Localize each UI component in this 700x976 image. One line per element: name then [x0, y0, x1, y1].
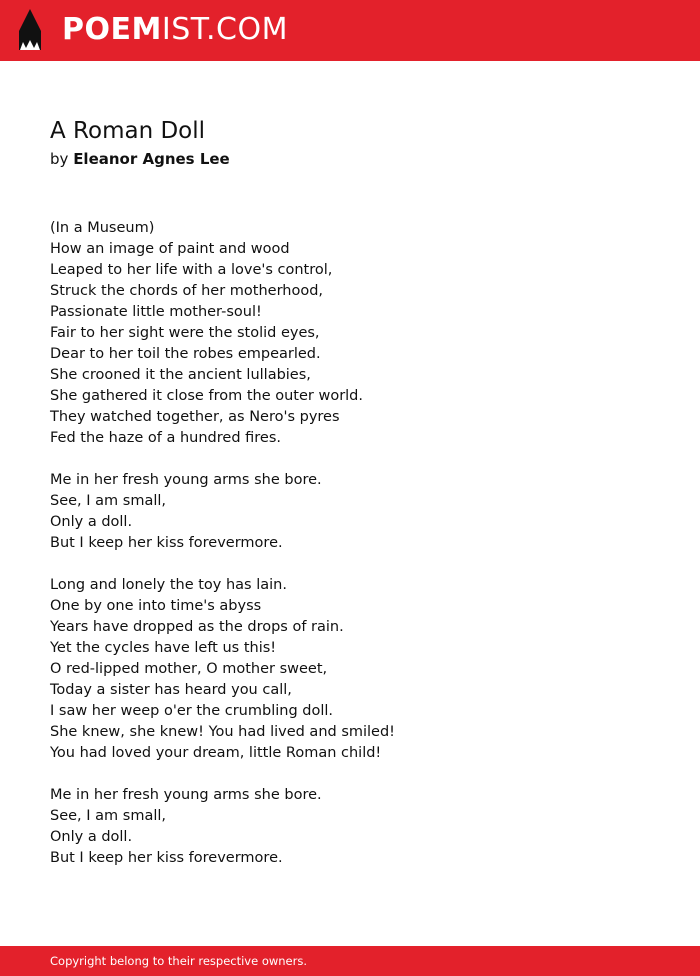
site-logo[interactable]	[62, 12, 288, 48]
poem-line: Only a doll.	[50, 829, 133, 845]
poem-line: She knew, she knew! You had lived and smiled!	[50, 724, 395, 740]
poem-line: Yet the cycles have left us this!	[50, 640, 277, 656]
poem-stanza	[50, 470, 650, 554]
poem-line: Me in her fresh young arms she bore.	[50, 787, 322, 803]
poem-line: (In a Museum)	[50, 220, 155, 236]
poem-line: Leaped to her life with a love's control,	[50, 262, 333, 278]
poem-line: Years have dropped as the drops of rain.	[50, 619, 344, 635]
poem-body	[50, 218, 650, 890]
poem-line: Me in her fresh young arms she bore.	[50, 472, 322, 488]
poem-line: Dear to her toil the robes empearled.	[50, 346, 321, 362]
poem-stanza	[50, 785, 650, 869]
poem-line: Today a sister has heard you call,	[50, 682, 292, 698]
site-header	[0, 0, 700, 61]
poem-line: One by one into time's abyss	[50, 598, 262, 614]
poem-line: See, I am small,	[50, 808, 166, 824]
poem-line: But I keep her kiss forevermore.	[50, 850, 283, 866]
poem-byline	[50, 148, 230, 170]
poem-line: She gathered it close from the outer world.	[50, 388, 363, 404]
copyright-text: Copyright belong to their respective owners.	[50, 954, 308, 968]
poem-line: Long and lonely the toy has lain.	[50, 577, 287, 593]
site-footer	[0, 946, 700, 976]
poem-line: O red-lipped mother, O mother sweet,	[50, 661, 328, 677]
poem-line: But I keep her kiss forevermore.	[50, 535, 283, 551]
poem-line: You had loved your dream, little Roman child!	[50, 745, 382, 761]
poem-line: She crooned it the ancient lullabies,	[50, 367, 311, 383]
poem-line: How an image of paint and wood	[50, 241, 290, 257]
logo-light-text: IST.COM	[161, 12, 288, 47]
poem-title: A Roman Doll	[50, 118, 206, 144]
poem-stanza	[50, 575, 650, 764]
logo-bold-text: POEM	[62, 12, 162, 47]
poem-line: I saw her weep o'er the crumbling doll.	[50, 703, 333, 719]
poem-line: Struck the chords of her motherhood,	[50, 283, 324, 299]
pencil-tip-icon	[17, 9, 43, 51]
poem-author: Eleanor Agnes Lee	[73, 150, 230, 168]
poem-line: Only a doll.	[50, 514, 133, 530]
poem-line: Fed the haze of a hundred fires.	[50, 430, 281, 446]
poem-line: They watched together, as Nero's pyres	[50, 409, 340, 425]
poem-line: See, I am small,	[50, 493, 166, 509]
by-label: by	[50, 150, 69, 168]
poem-stanza	[50, 218, 650, 449]
poem-line: Passionate little mother-soul!	[50, 304, 262, 320]
poem-line: Fair to her sight were the stolid eyes,	[50, 325, 320, 341]
